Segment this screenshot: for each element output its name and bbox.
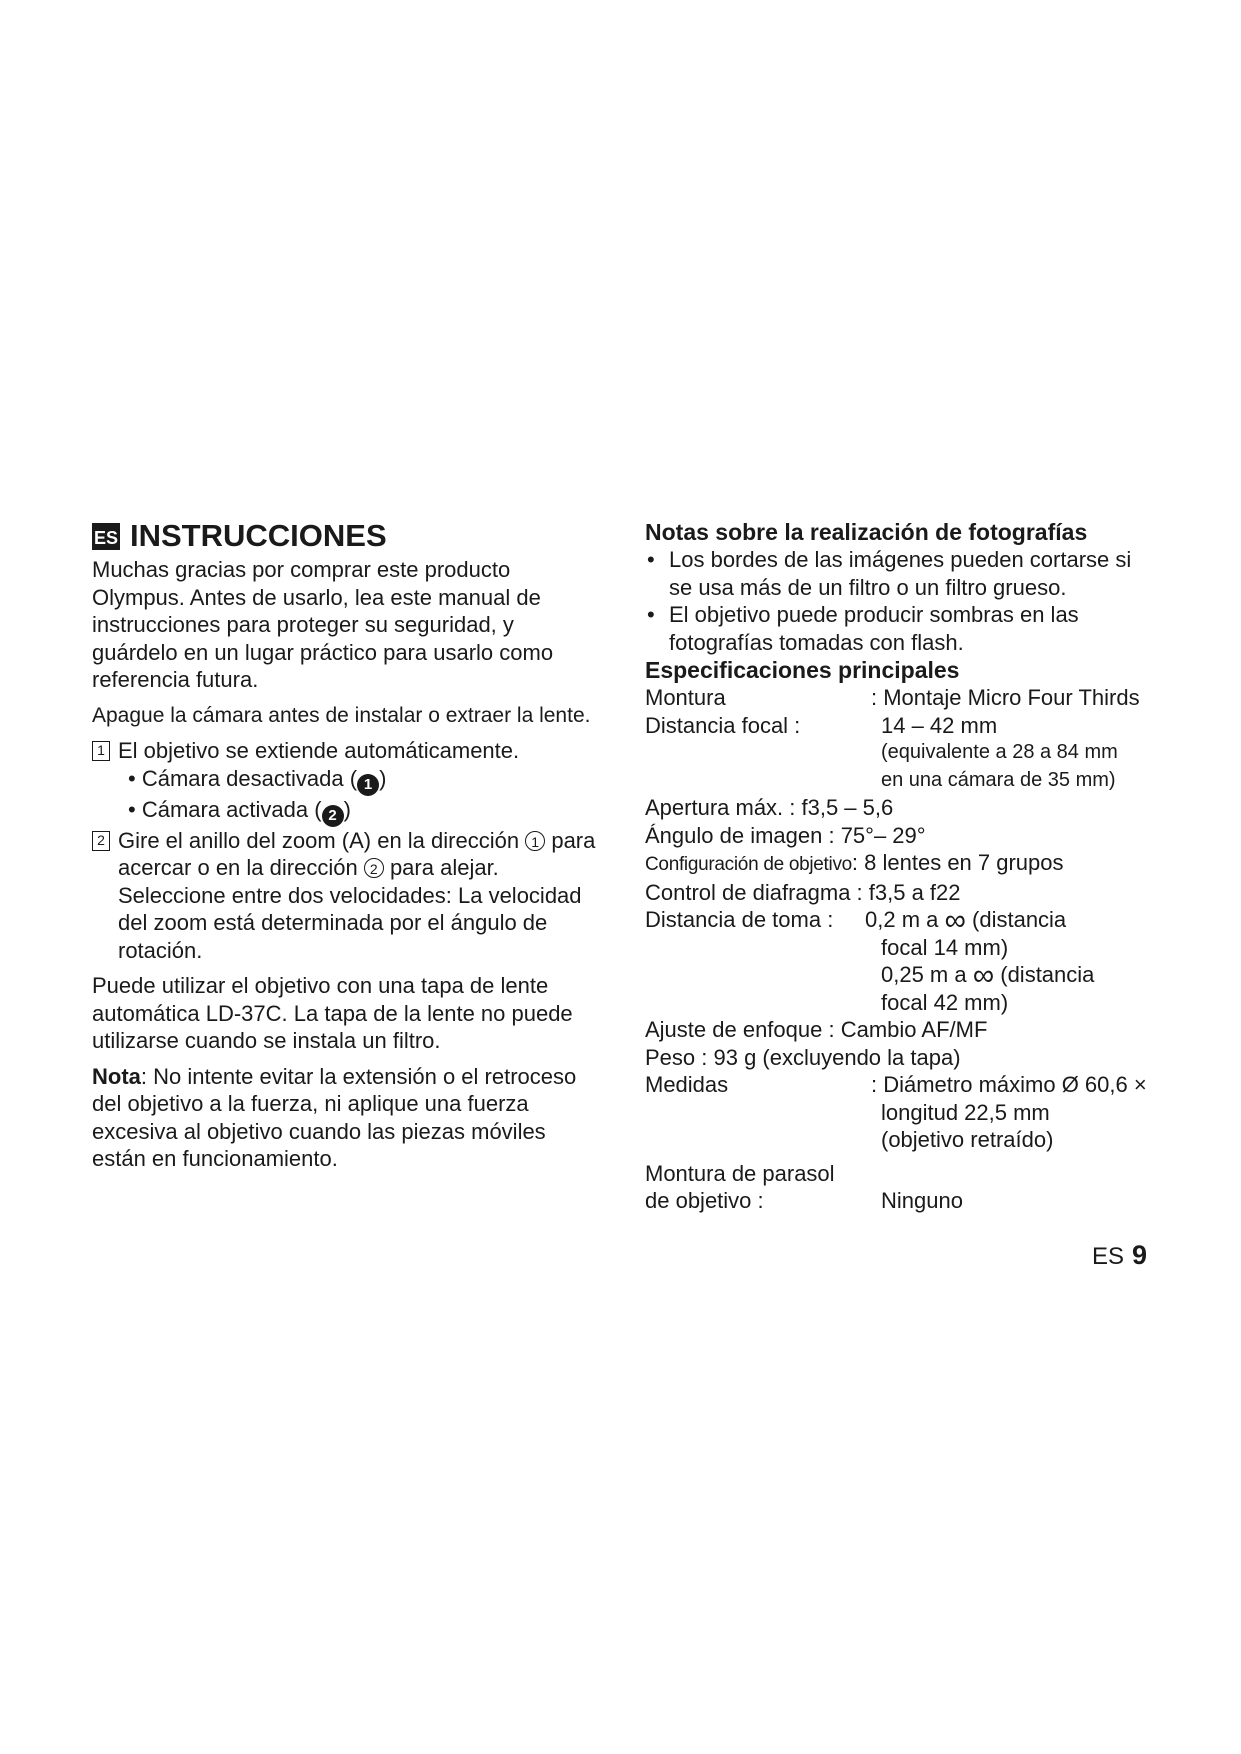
- spec-diaphragm: [645, 879, 1155, 907]
- spec-value: focal 14 mm): [881, 934, 1009, 960]
- distance-min-1: 0,2 m a: [865, 907, 939, 932]
- page-number: [1092, 1240, 1147, 1271]
- spec-dimensions-cont-2: [645, 1126, 1155, 1154]
- spec-label: Distancia focal :: [645, 712, 801, 738]
- notes-heading: Notas sobre la realización de fotografías: [645, 519, 1088, 545]
- spec-config: [645, 849, 1155, 879]
- spec-line: Peso : 93 g (excluyendo la tapa): [645, 1044, 961, 1070]
- step-1: [92, 737, 602, 765]
- camera-off-label: Cámara desactivada: [141, 765, 344, 791]
- distance-min-2: 0,25 m a: [881, 962, 967, 987]
- spec-focal: [645, 712, 1155, 740]
- spec-aperture: [645, 794, 1155, 822]
- spec-focus: [645, 1016, 1155, 1044]
- spec-mount: [645, 684, 1155, 712]
- spec-label: Distancia de toma :: [645, 907, 834, 932]
- spec-value: longitud 22,5 mm: [881, 1099, 1050, 1125]
- filled-circle-1-icon: 1: [357, 774, 379, 796]
- spec-label: Configuración de objetivo: [645, 854, 852, 875]
- power-note: Apague la cámara antes de instalar o extraer la lente.: [92, 703, 591, 727]
- spec-distance: [645, 904, 1155, 937]
- spec-hood-2: [645, 1187, 1155, 1215]
- lens-cap-paragraph: Puede utilizar el objetivo con una tapa de lente automática LD-37C. La tapa de la lente no puede utilizarse cuando se instala un filtro.: [92, 973, 573, 1053]
- note-item-text: Los bordes de las imágenes pueden cortarse si se usa más de un filtro o un filtro grueso.: [669, 547, 1132, 600]
- spec-line: Ajuste de enfoque : Cambio AF/MF: [645, 1017, 988, 1042]
- spec-value: focal 42 mm): [881, 989, 1009, 1015]
- spec-line: Control de diafragma : f3,5 a f22: [645, 879, 961, 905]
- intro-paragraph: Muchas gracias por comprar este producto Olympus. Antes de usarlo, lea este manual de instrucciones para proteger su seguridad, y guárdelo en un lugar práctico para usarlo como referencia futura.: [92, 557, 554, 692]
- spec-value: : 8 lentes en 7 grupos: [851, 850, 1064, 875]
- step-1-sub-on: • Cámara activada ( 2 ): [92, 796, 602, 827]
- spec-label: Montura: [645, 685, 726, 710]
- spec-line: Ángulo de imagen : 75°– 29°: [645, 822, 926, 848]
- spec-value: Ninguno: [881, 1188, 963, 1213]
- spec-dimensions-cont-1: [645, 1099, 1155, 1127]
- spec-value: : Diámetro máximo Ø 60,6 ×: [871, 1072, 1147, 1097]
- spec-value: (equivalente a 28 a 84 mm: [881, 741, 1118, 763]
- step-number-1: 1: [92, 741, 110, 761]
- note-label: Nota: [92, 1063, 141, 1089]
- note-item: [645, 546, 1155, 601]
- right-column: [645, 518, 1155, 1215]
- spec-value: 14 – 42 mm: [881, 712, 998, 738]
- step-1-text: El objetivo se extiende automáticamente.: [118, 738, 520, 763]
- note-paragraph: [92, 1063, 602, 1173]
- spec-value: [865, 904, 1067, 937]
- spec-distance-cont-2: [645, 989, 1155, 1017]
- page-lang: ES: [1092, 1243, 1125, 1270]
- circled-2-icon: 2: [364, 858, 384, 878]
- spec-dimensions: [645, 1071, 1155, 1099]
- infinity-icon: ∞: [972, 959, 995, 992]
- step-1-sub-off: • Cámara desactivada ( 1 ): [92, 765, 602, 796]
- filled-circle-2-icon: 2: [322, 805, 344, 827]
- language-badge-icon: ES: [92, 523, 120, 550]
- note-text: : No intente evitar la extensión o el retroceso del objetivo a la fuerza, ni aplique una fuerza excesiva al objetivo cuando las piezas móviles están en funcionamiento.: [92, 1063, 577, 1171]
- spec-value: [645, 959, 1155, 992]
- step-2-post: para alejar. Seleccione entre dos velocidades: La velocidad del zoom está determinada por el ángulo de rotación.: [118, 855, 582, 963]
- camera-on-label: Cámara activada: [141, 796, 309, 822]
- infinity-icon: ∞: [944, 904, 966, 937]
- step-number-2: 2: [92, 831, 110, 851]
- spec-label: Medidas: [645, 1072, 729, 1097]
- step-2-mid: para acercar o en la dirección: [118, 827, 596, 880]
- spec-angle: [645, 822, 1155, 850]
- spec-value: en una cámara de 35 mm): [881, 768, 1116, 791]
- spec-line: Apertura máx. : f3,5 – 5,6: [645, 795, 894, 820]
- step-2-pre: Gire el anillo del zoom (A) en la dirección: [118, 827, 520, 853]
- spec-hood: [645, 1160, 1155, 1188]
- step-2: [92, 827, 602, 965]
- section-title-text: INSTRUCCIONES: [130, 518, 387, 553]
- page-number-value: 9: [1132, 1240, 1148, 1270]
- section-title: [92, 518, 602, 554]
- left-column: [92, 518, 602, 1173]
- spec-distance-2: [645, 959, 1155, 992]
- spec-label: Montura de parasol: [645, 1160, 835, 1186]
- distance-note-2: (distancia: [1000, 962, 1095, 987]
- circled-1-icon: 1: [525, 831, 545, 851]
- spec-value: : Montaje Micro Four Thirds: [871, 685, 1140, 710]
- spec-weight: [645, 1044, 1155, 1072]
- spec-focal-equiv-2: [645, 767, 1155, 795]
- bullet-icon: •: [647, 602, 655, 627]
- spec-focal-equiv-1: [645, 739, 1155, 767]
- note-item: [645, 601, 1155, 656]
- step-2-text: [118, 827, 602, 965]
- bullet-icon: •: [647, 547, 655, 572]
- spec-value: (objetivo retraído): [881, 1127, 1054, 1152]
- spec-distance-cont-1: [645, 934, 1155, 962]
- spec-label: de objetivo :: [645, 1188, 764, 1213]
- specs-heading: Especificaciones principales: [645, 657, 960, 683]
- note-item-text: El objetivo puede producir sombras en las fotografías tomadas con flash.: [669, 602, 1079, 655]
- distance-note-1: (distancia: [972, 907, 1067, 932]
